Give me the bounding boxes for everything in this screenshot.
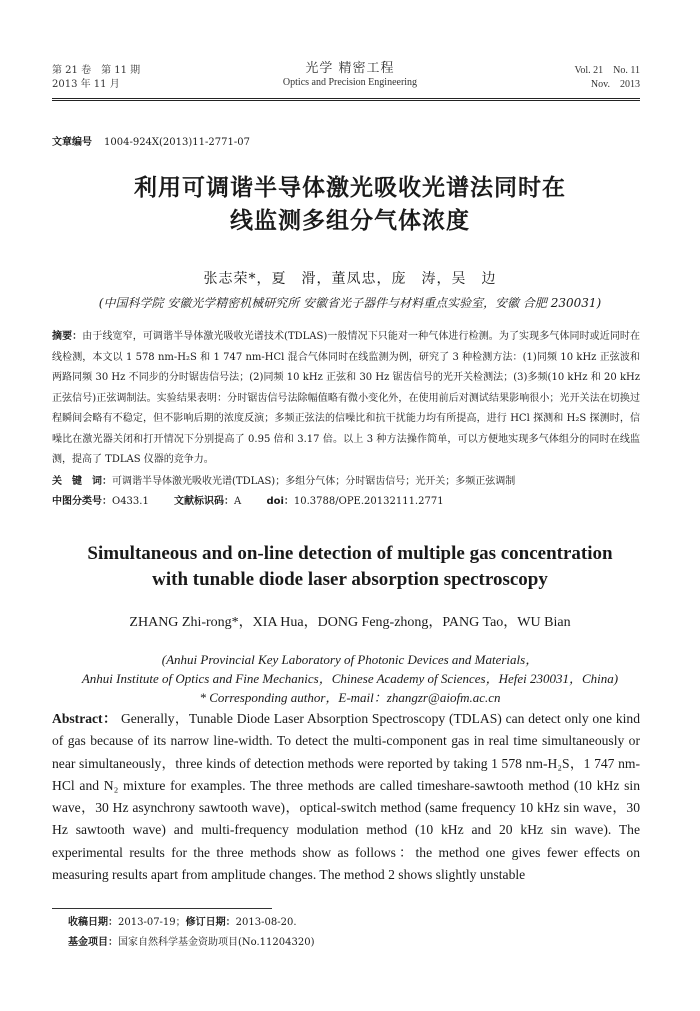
affiliation-en-line2: Anhui Institute of Optics and Fine Mechanics，Chinese Academy of Sciences，Hefei 230031，China) <box>81 671 619 686</box>
keywords-zh <box>52 475 640 489</box>
title-en-line2: with tunable diode laser absorption spectroscopy <box>152 569 548 590</box>
header-rule-bottom <box>52 100 640 101</box>
header-volume-issue: 第 21 卷 第 11 期 <box>52 65 141 76</box>
fund-value: 国家自然科学基金资助项目(No.11204320) <box>118 937 315 948</box>
title-zh-line2: 线监测多组分气体浓度 <box>230 208 470 234</box>
header-date: 2013 年 11 月 <box>52 79 120 90</box>
revised-label: 修订日期： <box>185 917 236 928</box>
authors-zh: 张志荣*，夏 滑，董凤忠，庞 涛，吴 边 <box>203 271 497 287</box>
doi <box>266 496 443 507</box>
abstract-en-text: Generally，Tunable Diode Laser Absorption Spectroscopy (TDLAS) can detect only one kind of gas because of its narrow line-width. To detect the multi-component gas in real time simultaneously or near simultaneously，three kinds of detection methods were reported by taking 1 578 nm-H₂S，1 747 nm-HCl and N₂ mixture for examples. The three methods are called timeshare-sawtooth method (10 kHz sin wave，30 Hz asynchrony sawtooth wave)，optical-switch method (same frequency 10 kHz sin wave，30 Hz sawtooth wave) and multi-frequency modulation method (10 kHz and 20 kHz sin wave). The experimental results for the three methods show as follows：the method one gives fewer effects on measuring results apart from amplitude changes. The method 2 shows slightly unstable <box>52 711 640 883</box>
clc-code <box>52 496 149 507</box>
affiliation-en <box>0 650 700 707</box>
received-label: 收稿日期： <box>68 917 118 928</box>
doi-label: doi： <box>266 496 294 507</box>
doc-value: A <box>234 496 242 507</box>
title-en-line1: Simultaneous and on-line detection of multiple gas concentration <box>87 543 613 564</box>
journal-title-zh: 光学 精密工程 <box>305 61 395 76</box>
abstract-en <box>52 708 640 886</box>
header-vol-no: Vol. 21 No. 11 <box>574 65 640 76</box>
abstract-zh <box>52 327 640 471</box>
abstract-zh-label: 摘要： <box>52 331 83 342</box>
journal-title-en: Optics and Precision Engineering <box>282 77 418 88</box>
header-date-en: Nov. 2013 <box>590 79 640 90</box>
clc-label: 中图分类号： <box>52 496 112 507</box>
title-en <box>0 541 700 593</box>
clc-value: O433.1 <box>112 496 149 507</box>
keywords-zh-label: 关 键 词： <box>52 476 112 487</box>
keywords-zh-text: 可调谐半导体激光吸收光谱(TDLAS)；多组分气体；分时锯齿信号；光开关；多频正弦调制 <box>112 476 516 487</box>
article-number <box>52 133 250 148</box>
header-rule-top <box>52 98 640 99</box>
title-zh-line1: 利用可调谐半导体激光吸收光谱法同时在 <box>134 175 566 201</box>
header-volume-info-en <box>574 64 640 92</box>
footnote-dates <box>68 916 297 930</box>
revised-value: 2013-08-20. <box>235 917 297 928</box>
doc-code <box>174 496 241 507</box>
authors-en: ZHANG Zhi-rong*，XIA Hua，DONG Feng-zhong，PANG Tao，WU Bian <box>129 615 571 630</box>
doi-value: 10.3788/OPE.20132111.2771 <box>293 496 444 507</box>
fund-label: 基金项目： <box>68 937 118 948</box>
footnote-funding <box>68 936 314 950</box>
affiliation-zh: (中国科学院 安徽光学精密机械研究所 安徽省光子器件与材料重点实验室，安徽 合肥 230031) <box>98 296 602 310</box>
affiliation-en-line3: * Corresponding author，E-mail：zhangzr@aiofm.ac.cn <box>199 690 501 705</box>
footnote-rule <box>52 908 272 909</box>
classification-line <box>52 495 640 509</box>
doc-label: 文献标识码： <box>174 496 235 507</box>
article-number-value: 1004-924X(2013)11-2771-07 <box>104 137 250 148</box>
title-zh <box>0 172 700 238</box>
abstract-zh-text: 由于线宽窄，可调谐半导体激光吸收光谱技术(TDLAS)一般情况下只能对一种气体进行检测。为了实现多气体同时或近同时在线检测，本文以 1 578 nm-H₂S 和 1 747 nm-HCl 混合气体同时在线监测为例，研究了 3 种检测方法：(1)同频 10 kHz 正弦波和两路同频 30 Hz 不同步的分时锯齿信号法；(2)同频 10 kHz 正弦和 30 Hz 锯齿信号的光开关检测法；(3)多频(10 kHz 和 20 kHz 正弦信号)正弦调制法。实验结果表明：分时锯齿信号法除幅值略有微小变化外，在使用前后对测试结果影响很小；光开关法在切换过程瞬间会略有不稳定，但不影响后期的浓度反演；多频正弦法的信噪比和抗干扰能力均有所提高，进行 HCl 探测和 H₂S 探测时，信噪比在激光器关闭和打开情况下分别提高了 0.95 倍和 3.17 倍。以上 3 种方法操作简单，可以方便地实现多气体组分的同时在线监测，提高了 TDLAS 仪器的竞争力。 <box>52 331 641 465</box>
received-value: 2013-07-19； <box>118 917 186 928</box>
affiliation-en-line1: (Anhui Provincial Key Laboratory of Photonic Devices and Materials， <box>161 652 539 667</box>
abstract-en-label: Abstract： <box>52 711 117 726</box>
article-number-label: 文章编号 <box>52 137 92 148</box>
